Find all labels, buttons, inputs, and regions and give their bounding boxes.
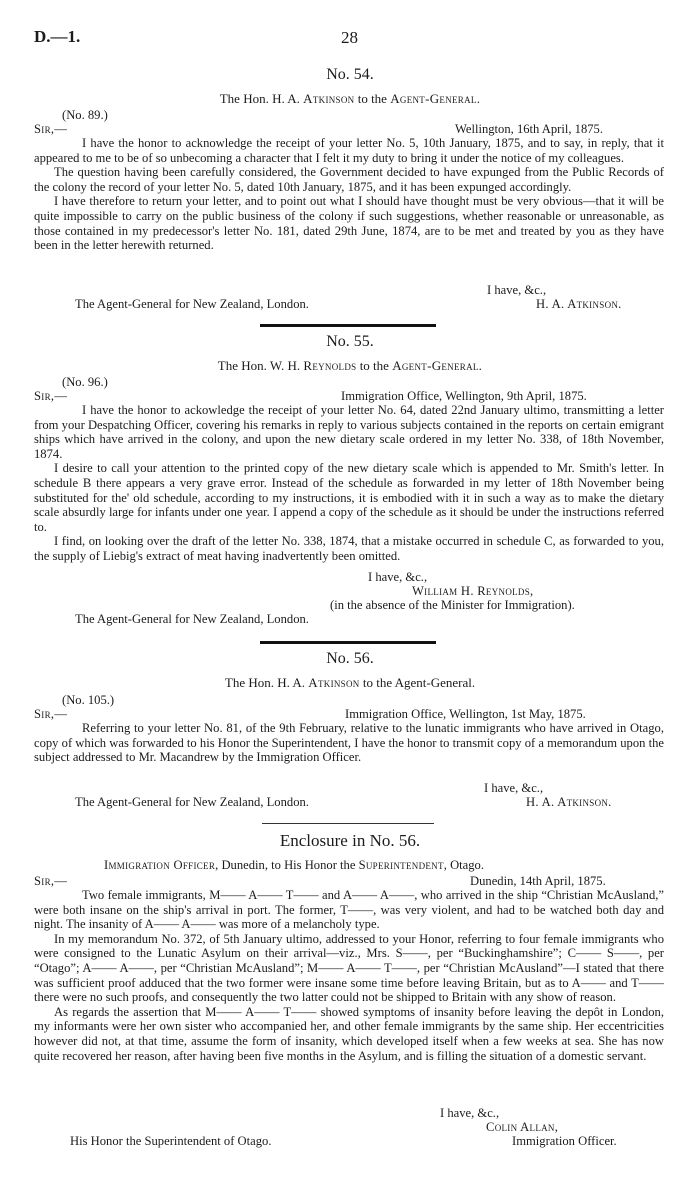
paragraph: I have the honor to acknowledge the receipt of your letter No. 5, 10th January, 1875, and to say, in reply, that it appeared to me to be of so unbecoming a character that I felt it my duty to bring it under the notice of my colleagues. bbox=[34, 136, 664, 165]
signature-title: Immigration Officer. bbox=[512, 1134, 617, 1148]
addressee: The Agent-General for New Zealand, London. bbox=[75, 612, 309, 626]
heading-text: The Hon. H. A. bbox=[219, 91, 304, 106]
letter-heading bbox=[0, 359, 700, 374]
salutation: Sir,— bbox=[34, 874, 68, 888]
letter-body bbox=[34, 403, 664, 564]
enclosure-body bbox=[34, 888, 664, 1063]
dateline: Immigration Office, Wellington, 1st May, 1875. bbox=[345, 707, 586, 721]
heading-recipient: Superintendent bbox=[358, 858, 444, 872]
section-divider bbox=[260, 324, 436, 327]
letter-number: No. 55. bbox=[326, 333, 374, 350]
salutation: Sir,— bbox=[34, 707, 68, 721]
paragraph: I have therefore to return your letter, and to point out what I should have thought must be very obvious—that it will be quite impossible to carry on the public business of the colony if such suggestions, whether reasonable or unreasonable, as those contained in my predecessor's letter No. 181, dated 29th June, 1874, are to be met and treated by you as they have been in the letter herewith returned. bbox=[34, 194, 664, 253]
paragraph: The question having been carefully considered, the Government decided to have expunged from the Public Records of the colony the record of your letter No. 5, dated 10th January, 1875, and it has been expunged accordingly. bbox=[34, 165, 664, 194]
heading-text: to the bbox=[354, 91, 391, 106]
closing: I have, &c., bbox=[484, 781, 544, 795]
paragraph: Two female immigrants, M—— A—— T—— and A—— A——, who arrived in the ship “Christian McAusland,” were both insane on the ship's arrival in port. The former, T——, was very violent, and had to be watched both day and night. The insanity of A—— A—— was more of a melancholy type. bbox=[34, 888, 664, 932]
dateline: Wellington, 16th April, 1875. bbox=[455, 122, 604, 136]
heading-text: , Otago. bbox=[443, 858, 485, 872]
heading-text: to the Agent-General. bbox=[359, 675, 476, 690]
heading-sender: Reynolds bbox=[303, 358, 357, 373]
heading-sender: Atkinson bbox=[308, 675, 360, 690]
addressee: The Agent-General for New Zealand, London. bbox=[75, 795, 309, 809]
heading-text: to the bbox=[356, 358, 393, 373]
signature: William H. Reynolds, bbox=[412, 584, 534, 598]
letter-reference: (No. 89.) bbox=[62, 108, 108, 122]
paragraph: As regards the assertion that M—— A—— T—— showed symptoms of insanity before leaving the depôt in London, my informants were her own sister who accompanied her, and other female immigrants by the same ship. Her eccentricities however did not, at that time, assume the form of insanity, which developed itself when a few weeks at sea. She has now quite recovered her reason, after having been five months in the Asylum, and is filling the situation of a domestic servant. bbox=[34, 1004, 664, 1063]
paragraph: Referring to your letter No. 81, of the 9th February, relative to the lunatic immigrants who have arrived in Otago, copy of which was forwarded to his Honor the Superintendent, I have the honor to transmit copy of a memorandum upon the subject addressed to Mr. Macandrew by the Immigration Officer. bbox=[34, 721, 664, 765]
paragraph: In my memorandum No. 372, of 5th January ultimo, addressed to your Honor, referring to four female immigrants who were consigned to the Lunatic Asylum on their arrival—viz., Mrs. S——, per “Buckinghamshire”; C—— S——, per “Otago”; A—— A——, per “Christian McAusland”; M—— A—— T——, per “Christian McAusland”—I stated that there was sufficient proof adduced that the two former were insane some time before leaving Britain, but as to A—— and T—— there were no such proofs, and consequently the two latter could not be shipped to Britain with any show of reason. bbox=[34, 931, 664, 1005]
heading-text: The Hon. H. A. bbox=[224, 675, 309, 690]
letter-heading bbox=[0, 92, 700, 107]
heading-recipient: Agent-General. bbox=[390, 91, 481, 106]
letter-body bbox=[34, 136, 664, 253]
closing: I have, &c., bbox=[440, 1106, 500, 1120]
heading-recipient: Agent-General. bbox=[392, 358, 483, 373]
enclosure-heading bbox=[104, 858, 484, 873]
addressee: His Honor the Superintendent of Otago. bbox=[70, 1134, 272, 1148]
page-number: 28 bbox=[341, 28, 358, 47]
section-divider bbox=[262, 823, 434, 824]
paragraph: I find, on looking over the draft of the letter No. 338, 1874, that a mistake occurred in schedule C, as forwarded to you, the supply of Liebig's extract of meat having inadvertently been omitted. bbox=[34, 534, 664, 563]
dateline: Immigration Office, Wellington, 9th April, 1875. bbox=[341, 389, 587, 403]
signature: Colin Allan, bbox=[486, 1120, 559, 1134]
heading-sender: Immigration Officer bbox=[104, 858, 216, 872]
enclosure-title: Enclosure in No. 56. bbox=[279, 831, 421, 850]
signature: H. A. Atkinson. bbox=[536, 297, 622, 311]
closing: I have, &c., bbox=[368, 570, 428, 584]
heading-text: The Hon. W. H. bbox=[217, 358, 304, 373]
heading-text: , Dunedin, to His Honor the bbox=[215, 858, 359, 872]
salutation: Sir,— bbox=[34, 389, 68, 403]
letter-heading bbox=[0, 676, 700, 691]
letter-reference: (No. 96.) bbox=[62, 375, 108, 389]
paragraph: I desire to call your attention to the printed copy of the new dietary scale which is appended to Mr. Smith's letter. In schedule B there appears a very grave error. Instead of the schedule as forwarded in my letter of 18th November being substituted for the' old schedule, according to my instructions, it is embodied with it in such a way as to make the dietary scale absurdly large for infants under one year. I append a copy of the schedule as it should be under the instructions referred to. bbox=[34, 461, 664, 534]
section-divider bbox=[260, 641, 436, 644]
dateline: Dunedin, 14th April, 1875. bbox=[470, 874, 606, 888]
document-code: D.—1. bbox=[34, 27, 81, 46]
signature: H. A. Atkinson. bbox=[526, 795, 612, 809]
paragraph: I have the honor to ackowledge the receipt of your letter No. 64, dated 22nd January ultimo, transmitting a letter from your Despatching Officer, covering his remarks in reply to various subjects contained in the reports on certain emigrant ships which have arrived in the colony, and upon the new dietary scale ordered in my letter No. 338, of 18th November, 1874. bbox=[34, 403, 664, 461]
signature-note: (in the absence of the Minister for Immigration). bbox=[330, 598, 575, 612]
salutation: Sir,— bbox=[34, 122, 68, 136]
letter-body bbox=[34, 721, 664, 765]
addressee: The Agent-General for New Zealand, London. bbox=[75, 297, 309, 311]
heading-sender: Atkinson bbox=[303, 91, 355, 106]
letter-reference: (No. 105.) bbox=[62, 693, 115, 707]
letter-number: No. 56. bbox=[326, 650, 374, 667]
letter-number: No. 54. bbox=[326, 66, 374, 83]
closing: I have, &c., bbox=[487, 283, 547, 297]
